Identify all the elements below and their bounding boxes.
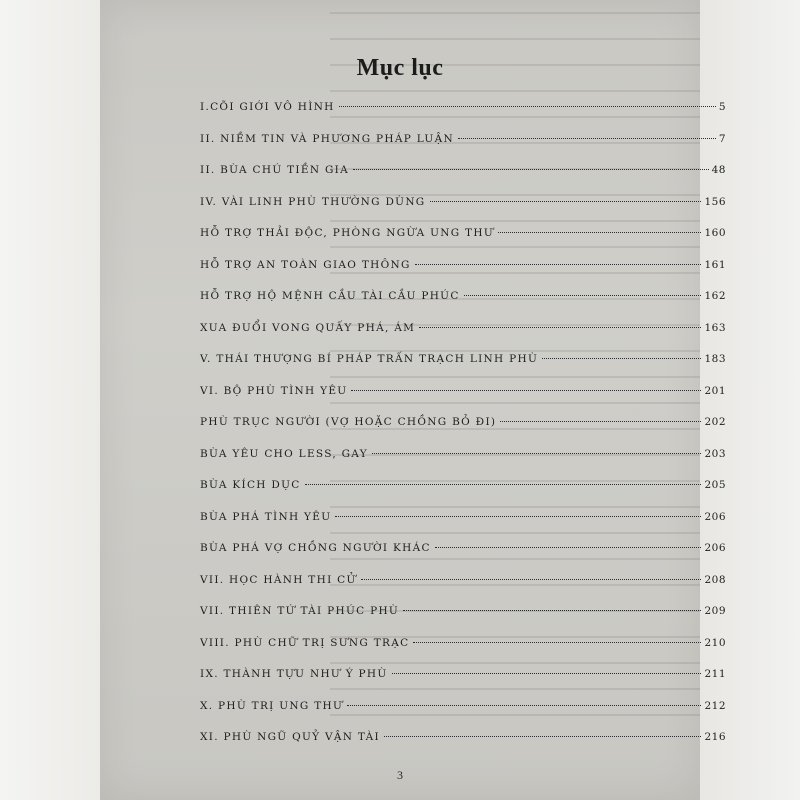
toc-entry: [200, 187, 726, 219]
toc-entry: [200, 628, 726, 660]
dot-leader: [413, 642, 701, 643]
dot-leader: [392, 673, 702, 674]
toc-entry-label: BÙA PHÁ VỢ CHỒNG NGƯỜI KHÁC: [200, 542, 431, 554]
dot-leader: [419, 327, 701, 328]
dot-leader: [384, 736, 702, 737]
toc-entry-label: HỖ TRỢ HỘ MỆNH CẦU TÀI CẦU PHÚC: [200, 290, 460, 302]
dot-leader: [361, 579, 702, 580]
toc-entry-page: 183: [704, 353, 726, 365]
toc-entry-label: PHÙ TRỤC NGƯỜI (VỢ HOẶC CHỒNG BỎ ĐI): [200, 416, 497, 428]
toc-entry-page: 203: [704, 447, 726, 460]
toc-entry: [200, 218, 726, 250]
toc-entry-page: 206: [704, 542, 726, 554]
toc-entry-page: 216: [704, 731, 726, 743]
toc-entry: [200, 502, 726, 534]
toc-entry-label: XUA ĐUỔI VONG QUẤY PHÁ, ÁM: [200, 321, 416, 334]
toc-entry: [200, 155, 726, 187]
dot-leader: [435, 547, 702, 548]
toc-entry: [200, 250, 726, 282]
toc-entry-page: 161: [704, 258, 726, 271]
toc-entry: [200, 344, 726, 376]
toc-entry: [200, 722, 726, 754]
dot-leader: [500, 421, 701, 422]
page-title: Mục lục: [356, 55, 444, 81]
dot-leader: [372, 453, 701, 454]
toc-entry-label: BÙA PHÁ TÌNH YÊU: [200, 510, 332, 523]
toc-entry: [200, 470, 726, 502]
toc-entry-label: I.CÕI GIỚI VÔ HÌNH: [200, 101, 335, 113]
toc-entry-label: V. THÁI THƯỢNG BÍ PHÁP TRẤN TRẠCH LINH PHÙ: [200, 353, 539, 365]
table-of-contents: [200, 92, 726, 754]
toc-entry-label: IX. THÀNH TỰU NHƯ Ý PHÙ: [200, 668, 388, 680]
toc-entry-page: 156: [704, 195, 726, 208]
dot-leader: [339, 106, 716, 107]
toc-entry: [200, 92, 726, 124]
dot-leader: [335, 516, 701, 517]
toc-entry: [200, 596, 726, 628]
toc-entry-page: 48: [711, 164, 726, 176]
toc-entry-page: 163: [704, 321, 726, 334]
dot-leader: [403, 610, 701, 611]
toc-entry-label: XI. PHÙ NGŨ QUỶ VẬN TÀI: [200, 731, 380, 743]
toc-entry-label: VIII. PHÙ CHỮ TRỊ SƯNG TRẠC: [200, 636, 410, 649]
book-page: [100, 0, 726, 800]
toc-entry: [200, 439, 726, 471]
toc-entry-label: HỖ TRỢ THẢI ĐỘC, PHÒNG NGỪA UNG THƯ: [200, 227, 494, 239]
dot-leader: [305, 484, 702, 485]
dot-leader: [353, 169, 709, 170]
toc-entry: [200, 124, 726, 156]
toc-entry: [200, 565, 726, 597]
toc-entry-page: 206: [704, 510, 726, 523]
toc-entry: [200, 407, 726, 439]
toc-entry: [200, 313, 726, 345]
toc-entry-page: 208: [704, 573, 726, 586]
background-left: [0, 0, 100, 800]
toc-entry-page: 210: [704, 636, 726, 649]
toc-entry-page: 211: [704, 668, 726, 680]
toc-entry-page: 162: [704, 290, 726, 302]
toc-entry-label: II. NIỀM TIN VÀ PHƯƠNG PHÁP LUẬN: [200, 132, 454, 145]
toc-entry: [200, 659, 726, 691]
toc-entry-page: 5: [718, 101, 726, 113]
toc-entry-label: VII. THIÊN TỨ TÀI PHÚC PHÙ: [200, 605, 400, 617]
toc-entry-page: 209: [704, 605, 726, 617]
toc-entry-page: 202: [704, 416, 726, 428]
toc-entry-label: VI. BỘ PHÙ TÌNH YÊU: [200, 384, 348, 397]
toc-entry: [200, 376, 726, 408]
toc-entry-label: II. BÙA CHÚ TIỀN GIA: [200, 164, 349, 176]
toc-entry: [200, 533, 726, 565]
dot-leader: [347, 705, 701, 706]
dot-leader: [542, 358, 701, 359]
dot-leader: [498, 232, 701, 233]
toc-entry-page: 205: [704, 479, 726, 491]
toc-entry-page: 212: [704, 699, 726, 712]
toc-entry-page: 201: [704, 384, 726, 397]
toc-entry-label: HỖ TRỢ AN TOÀN GIAO THÔNG: [200, 258, 411, 271]
page-number: 3: [397, 768, 403, 782]
toc-entry-page: 7: [718, 132, 726, 145]
toc-entry-label: IV. VÀI LINH PHÙ THƯỜNG DÙNG: [200, 195, 426, 208]
dot-leader: [415, 264, 702, 265]
toc-entry-page: 160: [704, 227, 726, 239]
toc-entry: [200, 691, 726, 723]
toc-entry-label: X. PHÙ TRỊ UNG THƯ: [200, 699, 344, 712]
toc-entry: [200, 281, 726, 313]
dot-leader: [464, 295, 702, 296]
toc-entry-label: BÙA YÊU CHO LESS, GAY: [200, 447, 368, 460]
toc-entry-label: BÙA KÍCH DỤC: [200, 479, 301, 491]
dot-leader: [351, 390, 701, 391]
dot-leader: [430, 201, 702, 202]
dot-leader: [458, 138, 716, 139]
toc-entry-label: VII. HỌC HÀNH THI CỬ: [200, 573, 357, 586]
